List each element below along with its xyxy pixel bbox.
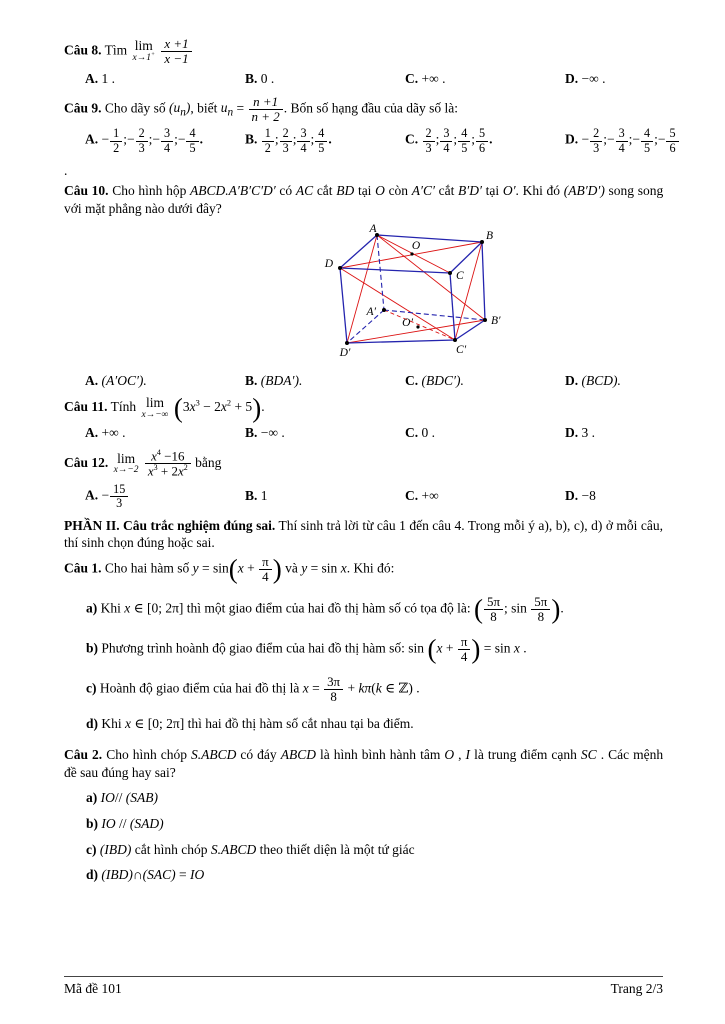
vertex-label-c: C — [456, 270, 464, 283]
stem-text: , biết — [190, 100, 218, 116]
variable-x: x — [302, 680, 309, 696]
fraction: $\frac{4}{5}$ — [314, 127, 328, 154]
variable-y: y — [301, 560, 308, 576]
answer-text: 1 — [260, 488, 268, 504]
answer-option-d — [565, 127, 680, 154]
answer-key: D. — [565, 488, 579, 504]
item-b — [86, 635, 663, 664]
answer-key: C. — [405, 488, 419, 504]
fraction: $\frac{5}{6}$ — [475, 127, 489, 154]
end: . — [560, 600, 564, 616]
fraction: $\frac{15}{3}$ — [109, 483, 129, 510]
plane-sad: (SAD) — [129, 816, 164, 832]
end: . — [261, 399, 265, 415]
stem-text: Cho hai hàm số — [104, 560, 190, 576]
fraction: $\frac{5}{6}$ — [665, 127, 679, 154]
answer-key: A. — [85, 132, 99, 148]
question-label: Câu 10. — [64, 183, 109, 199]
question-label: Câu 9. — [64, 100, 102, 116]
end: . — [489, 132, 493, 148]
question-8-stem — [64, 37, 663, 66]
stem-text: Cho hình hộp — [112, 183, 187, 199]
fraction: $\frac{3}{4}$ — [296, 127, 310, 154]
item-d — [86, 715, 663, 733]
answer-key: B. — [245, 132, 258, 148]
center-label-o: O — [411, 240, 421, 253]
answer-option-c — [405, 424, 565, 442]
answer-key: C. — [405, 70, 419, 86]
answer-text: (BCD). — [581, 372, 621, 388]
p2-question-1-items — [64, 595, 663, 732]
question-label: Câu 2. — [64, 747, 103, 763]
answer-key: B. — [245, 488, 258, 504]
sep: ; — [292, 132, 297, 148]
limit-notation — [112, 452, 141, 476]
k-pi-term: kπ — [358, 680, 372, 696]
segment-apcp: A′C′ — [411, 183, 435, 199]
segment-io: IO — [100, 790, 115, 806]
left-paren: ( — [427, 633, 437, 664]
limit-notation — [140, 396, 171, 420]
item-text: Khi — [100, 600, 121, 616]
vertex-label-b: B — [486, 230, 494, 243]
left-paren: ( — [173, 393, 183, 423]
minus-sign: − — [101, 487, 110, 503]
fraction: $\frac{2}{3}$ — [135, 127, 149, 154]
coefficient: 3 — [182, 399, 190, 415]
lim-sub-base: x→1 — [132, 53, 151, 64]
stem-text: . Các mệnh đề sau đúng hay sai? — [64, 747, 664, 780]
fraction: $\frac{\pi}{4}$ — [258, 555, 273, 584]
answer-key: D. — [565, 132, 579, 148]
variable-k: k — [375, 680, 382, 696]
answer-text: 0 . — [421, 425, 435, 441]
question-9-answers — [64, 126, 676, 155]
item-text: Hoành độ giao điểm của hai đồ thị là — [99, 680, 300, 696]
fraction: $\frac{1}{2}$ — [109, 127, 123, 154]
sep: ;− — [174, 132, 186, 148]
fraction — [144, 449, 192, 479]
answer-option-c — [405, 372, 565, 390]
equals-sign: = — [312, 680, 320, 696]
exponent: 3 — [195, 399, 200, 409]
variable-x: x — [237, 560, 244, 576]
item-text: cắt hình chóp — [134, 841, 208, 857]
answer-key: C. — [405, 372, 419, 388]
lim-sub-sup: + — [151, 52, 155, 59]
answer-key: C. — [405, 132, 419, 148]
item-text: = sin — [483, 640, 511, 656]
fraction: $\frac{5\pi}{8}$ — [530, 595, 551, 624]
sep: ;− — [654, 132, 666, 148]
item-text: ∈ [0; 2π] thì một giao điểm của hai đồ thị hàm số có tọa độ là: — [133, 600, 471, 616]
stem-text: cắt — [438, 183, 455, 199]
end: . — [519, 640, 527, 656]
fraction: $\frac{3\pi}{8}$ — [323, 675, 344, 704]
fraction: $\frac{3}{4}$ — [160, 127, 174, 154]
answer-key: A. — [85, 372, 99, 388]
comma: , — [458, 747, 462, 763]
right-paren: ) — [252, 393, 262, 423]
plane-sab: (SAB) — [125, 790, 158, 806]
segment-io: IO — [101, 816, 116, 832]
item-key: b) — [86, 816, 99, 832]
answer-key: B. — [245, 425, 258, 441]
question-10-stem — [64, 182, 663, 217]
sep: ;− — [628, 132, 641, 148]
variable-x: x — [340, 560, 347, 576]
item-text: Khi — [101, 715, 122, 731]
lim-subscript — [133, 53, 155, 64]
answer-key: A. — [85, 487, 99, 503]
answer-option-c — [405, 487, 565, 505]
right-paren: ) — [551, 593, 561, 624]
fraction: $\frac{\pi}{4}$ — [457, 635, 472, 664]
sep: ; — [274, 132, 279, 148]
p2-question-2-items — [64, 789, 663, 883]
question-10-figure — [314, 223, 663, 368]
sep: ;− — [123, 132, 135, 148]
fraction: $\frac{3}{4}$ — [615, 127, 629, 154]
item-a — [86, 595, 663, 624]
variable-x: x — [189, 399, 196, 415]
end: . — [412, 680, 420, 696]
vertex-label-b-prime: B′ — [491, 315, 501, 328]
segment-sc: SC — [580, 747, 597, 763]
question-8 — [64, 37, 663, 88]
lim-word: lim — [145, 395, 164, 411]
answer-text: −∞ . — [581, 70, 606, 86]
answer-text: (A′OC′). — [101, 372, 147, 388]
part2-title: PHẦN II. Câu trắc nghiệm đúng sai. — [64, 517, 276, 533]
sep: ;− — [603, 132, 615, 148]
answer-key: B. — [245, 372, 258, 388]
p2-question-2 — [64, 746, 663, 883]
question-11-stem — [64, 393, 663, 423]
intersection-sign: ∩ — [132, 867, 143, 883]
plus-sign: + — [247, 560, 255, 576]
plane-ibd: (IBD) — [99, 841, 132, 857]
fraction: $\frac{1}{2}$ — [261, 127, 275, 154]
answer-option-d — [565, 372, 663, 390]
item-key: d) — [86, 715, 99, 731]
p2-question-1 — [64, 555, 663, 732]
sep: ; — [310, 132, 315, 148]
item-c — [86, 675, 663, 704]
stem-text: tại — [485, 183, 500, 199]
answer-text: +∞ . — [101, 425, 126, 441]
sep: − — [101, 132, 110, 148]
question-label: Câu 11. — [64, 399, 108, 415]
variable-x: x — [436, 640, 443, 656]
answer-text: (BDA′). — [260, 372, 303, 388]
answer-option-a — [85, 127, 245, 154]
stem-text: và — [285, 560, 298, 576]
segment-bd: BD — [336, 183, 355, 199]
lim-word: lim — [117, 450, 136, 466]
fraction — [160, 37, 192, 66]
stem-text: = sin — [202, 560, 229, 576]
sep: ; — [435, 132, 440, 148]
answer-option-b — [245, 127, 405, 154]
item-key: d) — [86, 867, 99, 883]
answer-key: B. — [245, 70, 258, 86]
fraction-numerator: $x^4 -16$ — [151, 448, 185, 464]
stem-text: có đáy — [240, 747, 277, 763]
item-text: theo thiết diện là một tứ giác — [259, 841, 415, 857]
p2-question-1-stem — [64, 555, 663, 584]
answer-option-d — [565, 424, 663, 442]
term: + 5 — [234, 399, 253, 415]
item-a — [86, 789, 663, 807]
plane-ibd: (IBD) — [101, 867, 133, 883]
fraction: $\frac{4}{5}$ — [457, 127, 471, 154]
point-o: O — [375, 183, 385, 199]
vertex-label-d-prime: D′ — [339, 347, 351, 360]
lim-subscript: x→−∞ — [141, 409, 169, 420]
answer-key: D. — [565, 372, 579, 388]
fraction-numerator: n +1 — [253, 93, 279, 109]
right-paren: ) — [272, 553, 282, 584]
item-text: ∈ [0; 2π] thì hai đồ thị hàm số cắt nhau tại ba điểm. — [134, 715, 414, 731]
question-11 — [64, 393, 663, 442]
equals-sign: = — [236, 100, 245, 116]
fraction-denominator: n + 2 — [251, 108, 280, 124]
answer-text: 1 . — [101, 70, 115, 86]
stem-text: Cho hình chóp — [106, 747, 187, 763]
variable-x: x — [513, 640, 520, 656]
answer-key: C. — [405, 425, 419, 441]
answer-option-d — [565, 70, 663, 88]
segment-ac: AC — [295, 183, 314, 199]
variable-x: x — [124, 600, 131, 616]
variable-y: y — [192, 560, 199, 576]
footer-exam-code: Mã đề 101 — [64, 981, 122, 997]
item-d — [86, 866, 663, 884]
lim-word: lim — [134, 37, 153, 53]
footer-page-number: Trang 2/3 — [610, 981, 663, 997]
question-12-answers — [64, 483, 663, 510]
item-key: a) — [86, 790, 98, 806]
fraction: $\frac{5\pi}{8}$ — [483, 595, 504, 624]
part2-heading — [64, 517, 663, 552]
question-10-answers — [64, 372, 663, 390]
answer-key: D. — [565, 70, 579, 86]
answer-option-b — [245, 372, 405, 390]
vertex-label-a-prime: A′ — [366, 306, 376, 319]
plus-sign: + — [347, 680, 356, 696]
question-11-answers — [64, 424, 663, 442]
stem-text: có — [279, 183, 293, 199]
left-paren: ( — [474, 593, 483, 624]
question-label: Câu 8. — [64, 42, 102, 58]
term-symbol: $u_n$ — [220, 100, 234, 119]
stem-text: Cho dãy số — [104, 100, 166, 116]
fraction: $\frac{2}{3}$ — [422, 127, 436, 154]
left-paren: ( — [228, 553, 238, 584]
segment-io: IO — [190, 867, 205, 883]
exponent: 2 — [226, 399, 232, 409]
answer-text: 0 . — [260, 70, 275, 86]
sequence-symbol: $(u_n)$ — [169, 100, 191, 119]
item-c — [86, 841, 663, 859]
answer-option-c — [405, 127, 565, 154]
stem-text: = sin — [310, 560, 338, 576]
answer-text: +∞ . — [421, 70, 446, 86]
answer-key: A. — [85, 70, 99, 86]
answer-key: A. — [85, 425, 99, 441]
question-9-stem — [64, 95, 663, 124]
vertex-label-a: A — [369, 223, 377, 236]
question-12 — [64, 449, 663, 510]
stem-text: là hình bình hành tâm — [320, 747, 441, 763]
item-key: c) — [86, 680, 97, 696]
segment-bpdp: B′D′ — [458, 183, 482, 199]
stem-text: . Khi đó — [515, 183, 561, 199]
answer-text: +∞ — [421, 488, 439, 504]
answer-text: (BDC′). — [421, 372, 464, 388]
box-figure — [314, 223, 519, 363]
plane-sac: (SAC) — [142, 867, 176, 883]
equals-sign: = — [179, 867, 187, 883]
pyramid-name: S.ABCD — [191, 747, 237, 763]
right-paren: ) — [471, 633, 481, 664]
answer-option-b — [245, 70, 405, 88]
answer-option-b — [245, 424, 405, 442]
item-text: Phương trình hoành độ giao điểm của hai đồ thị hàm số: sin — [101, 640, 425, 656]
answer-text: −∞ . — [260, 425, 285, 441]
stem-text: Tìm — [104, 42, 128, 58]
question-9 — [64, 93, 676, 180]
point-op: O′ — [502, 183, 516, 199]
answer-key: D. — [565, 425, 579, 441]
item-text: ∈ ℤ) — [385, 680, 413, 696]
page-footer — [64, 976, 663, 998]
item-key: b) — [86, 640, 99, 656]
wrapped-period: . — [64, 162, 68, 178]
stem-text: Tính — [110, 399, 137, 415]
item-text: ; sin — [504, 600, 527, 616]
fraction: $\frac{2}{3}$ — [279, 127, 293, 154]
fraction: $\frac{4}{5}$ — [185, 127, 199, 154]
box-name: ABCD.A′B′C′D′ — [190, 183, 276, 199]
plane-abpdp: (AB′D′) — [563, 183, 605, 199]
stem-text: song song với mặt phẳng nào dưới đây? — [64, 183, 664, 216]
fraction-denominator: x −1 — [164, 50, 189, 66]
answer-option-c — [405, 70, 565, 88]
fraction: $\frac{4}{5}$ — [640, 127, 654, 154]
term: − 2 — [203, 399, 221, 415]
answer-option-a — [85, 424, 245, 442]
stem-text: . Khi đó: — [346, 560, 395, 576]
vertex-label-c-prime: C′ — [456, 344, 467, 357]
question-12-stem — [64, 449, 663, 479]
stem-text: là trung điểm cạnh — [474, 747, 577, 763]
item-key: a) — [86, 600, 98, 616]
answer-option-a — [85, 70, 245, 88]
fraction-numerator: x +1 — [164, 36, 189, 51]
lim-subscript: x→−2 — [113, 465, 139, 476]
end: . — [328, 132, 332, 148]
parallel-sign: // — [119, 816, 127, 832]
base-name: ABCD — [280, 747, 316, 763]
item-b — [86, 815, 663, 833]
plus-sign: + — [445, 640, 454, 656]
sep: ; — [471, 132, 476, 148]
stem-text: còn — [388, 183, 409, 199]
question-label: Câu 1. — [64, 560, 102, 576]
point-i: I — [465, 747, 471, 763]
question-8-answers — [64, 70, 663, 88]
fraction-denominator: $x^3 + 2x^2$ — [145, 463, 191, 478]
stem-text: . Bốn số hạng đầu của dãy số là: — [283, 100, 459, 116]
stem-text: cắt — [316, 183, 333, 199]
sep: − — [581, 132, 590, 148]
p2-question-2-stem — [64, 746, 663, 781]
answer-option-d — [565, 487, 663, 505]
variable-x: x — [125, 715, 132, 731]
stem-text: bằng — [195, 454, 222, 470]
end: . — [199, 132, 203, 148]
pyramid-name: S.ABCD — [210, 841, 257, 857]
item-text: ( — [371, 680, 376, 696]
sep: ; — [453, 132, 458, 148]
vertex-label-d: D — [324, 258, 333, 271]
item-key: c) — [86, 841, 97, 857]
answer-text: −8 — [581, 488, 596, 504]
limit-notation — [131, 39, 157, 64]
point-o: O — [444, 747, 455, 763]
fraction: $\frac{2}{3}$ — [589, 127, 603, 154]
parallel-sign: // — [114, 790, 123, 806]
variable-x: x — [220, 399, 227, 415]
answer-option-a — [85, 483, 245, 510]
sep: ;− — [148, 132, 161, 148]
fraction — [248, 95, 284, 124]
answer-option-a — [85, 372, 245, 390]
answer-option-b — [245, 487, 405, 505]
center-label-o-prime: O′ — [402, 317, 413, 330]
stem-text: tại — [357, 183, 372, 199]
part2-instructions: Thí sinh trả lời từ câu 1 đến câu 4. Trong mỗi ý a), b), c), d) ở mỗi câu, thí sinh chọn đúng hoặc sai. — [64, 517, 663, 551]
answer-text: 3 . — [581, 425, 595, 441]
question-10 — [64, 182, 663, 389]
question-label: Câu 12. — [64, 454, 109, 470]
fraction: $\frac{3}{4}$ — [439, 127, 453, 154]
